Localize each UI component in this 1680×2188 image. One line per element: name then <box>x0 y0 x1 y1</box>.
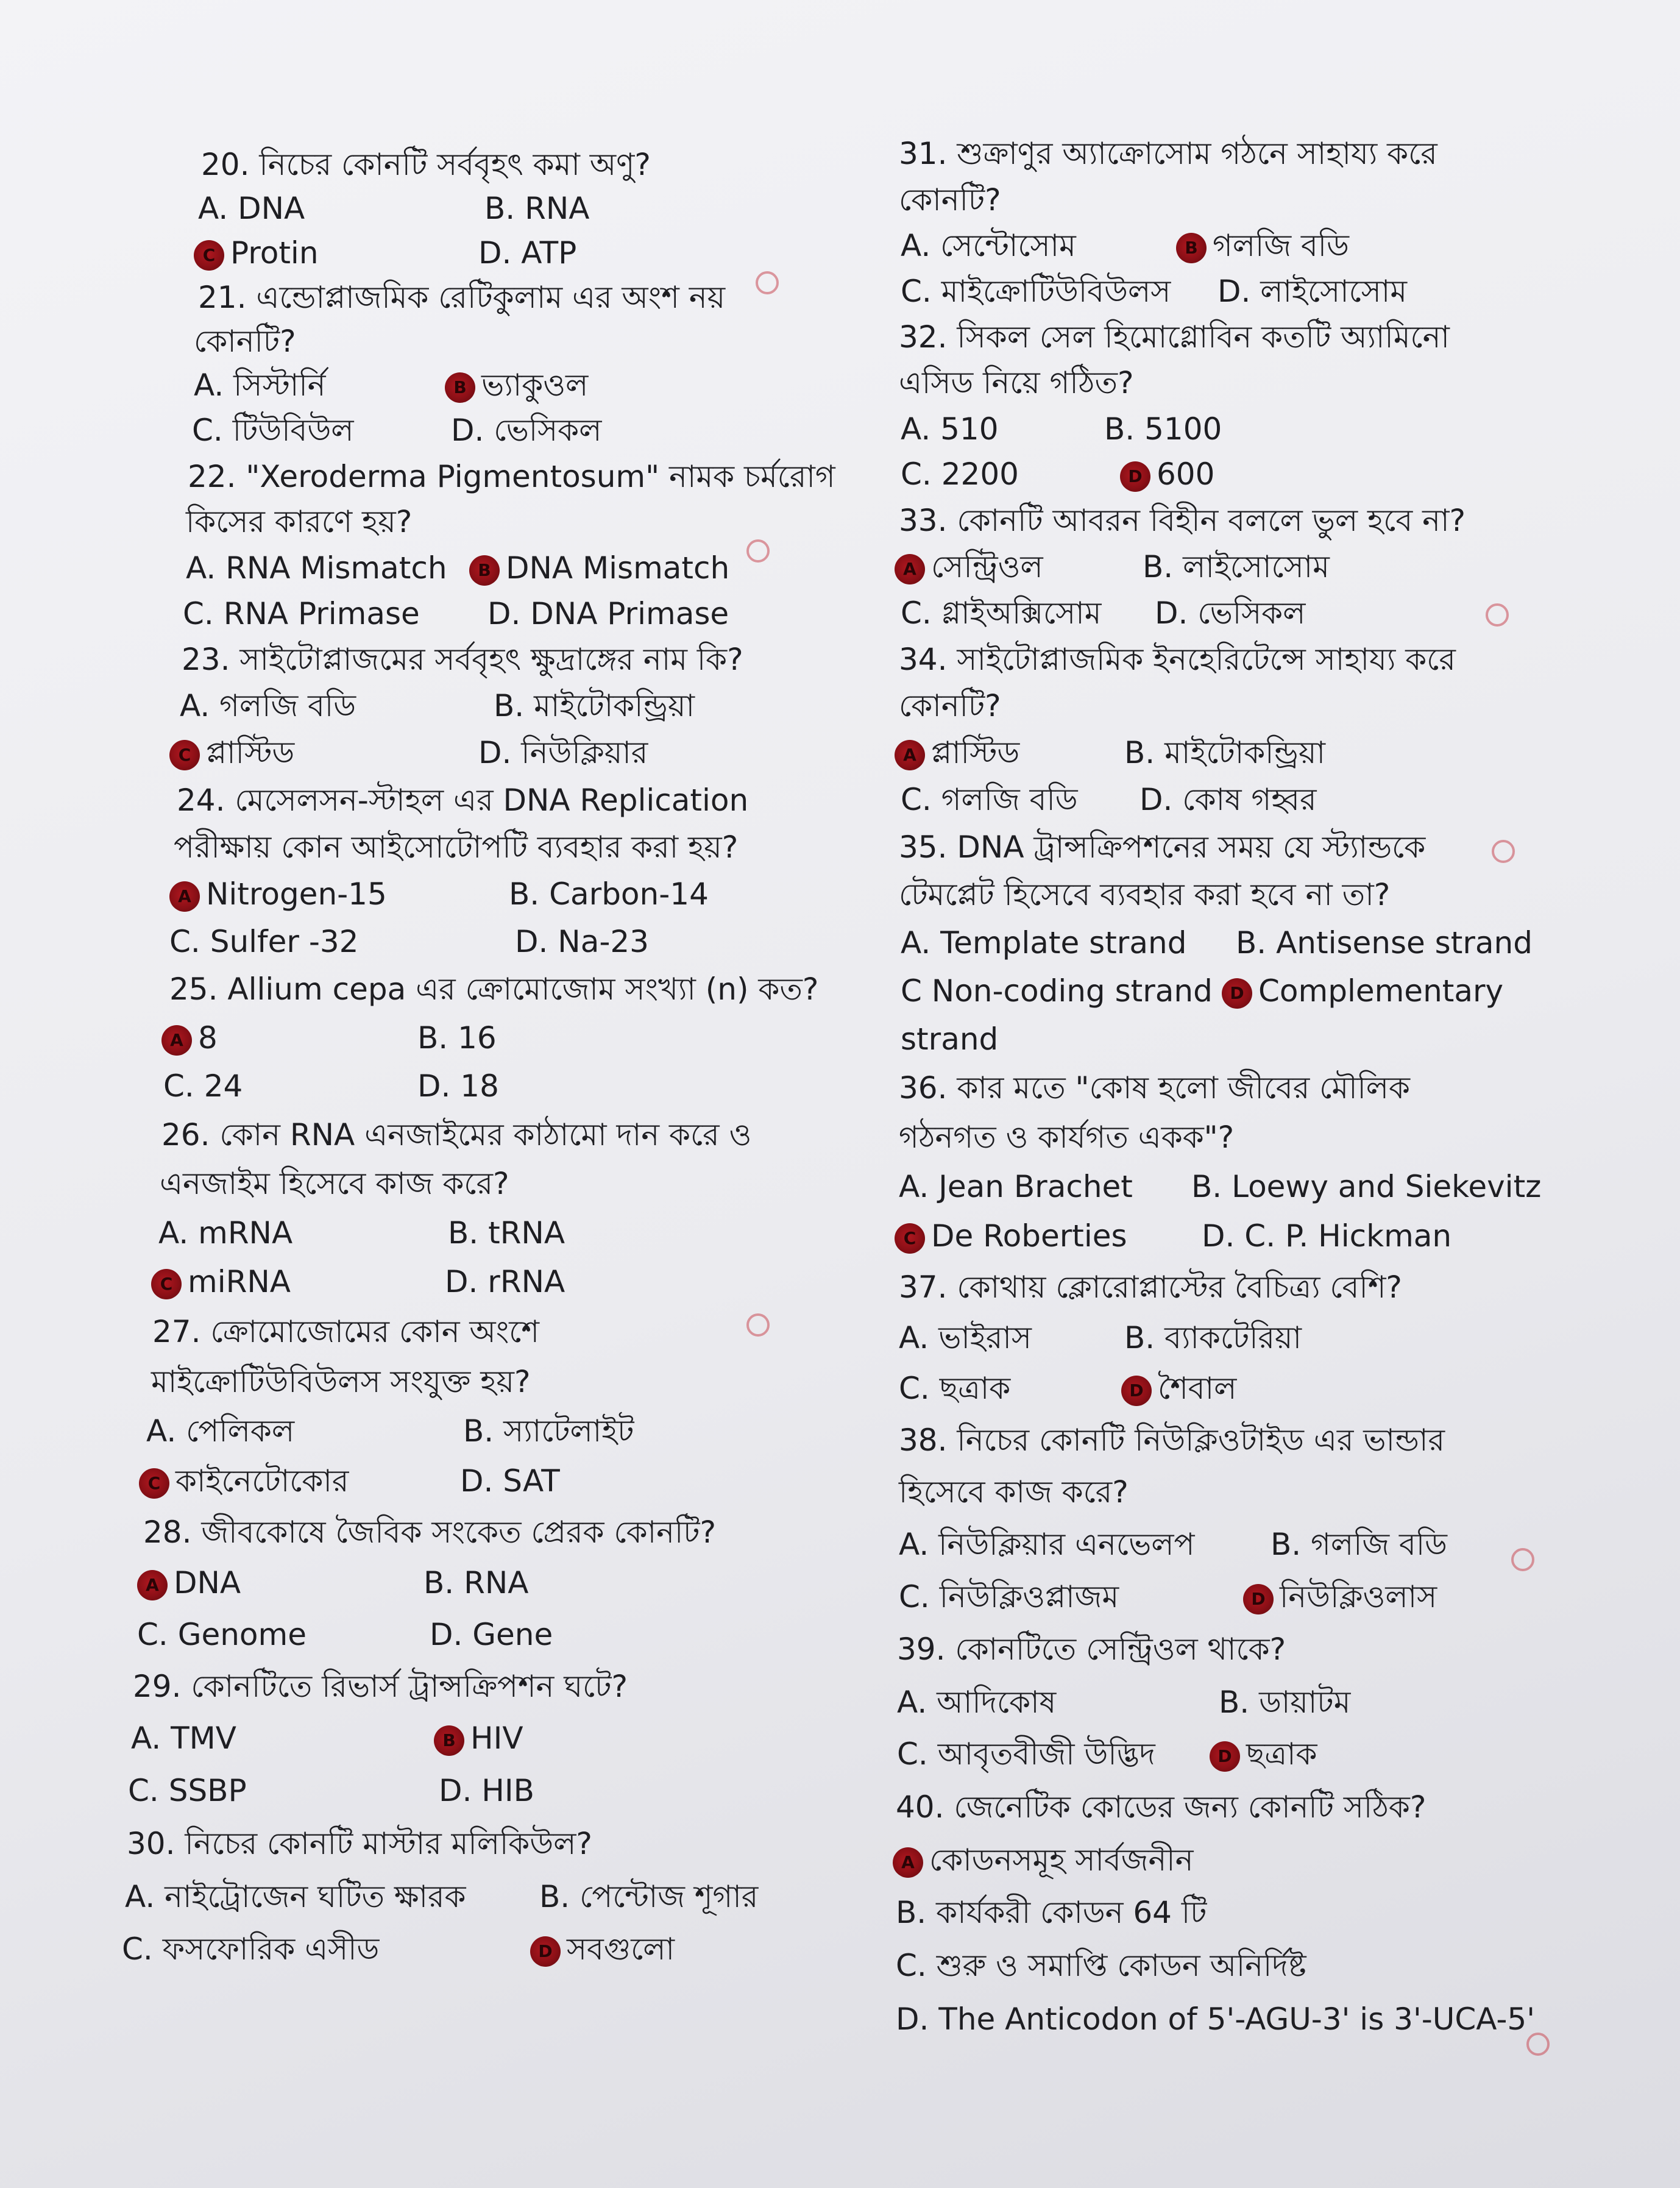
q32-option-a: A. 510 <box>901 411 999 447</box>
q40-option-b: B. কার্যকরী কোডন 64 টি <box>896 1895 1207 1930</box>
answer-mark-icon: D <box>1210 1741 1240 1772</box>
answer-mark-icon: A <box>893 1847 923 1878</box>
q34-option-d: D. কোষ গহ্বর <box>1139 782 1317 817</box>
pen-dot-icon <box>746 1313 770 1337</box>
answer-mark-icon: B <box>469 555 500 586</box>
q35-option-d-marked: D Complementary <box>1222 973 1503 1009</box>
q22-option-c: C. RNA Primase <box>183 596 420 631</box>
q29-option-c: C. SSBP <box>128 1773 247 1808</box>
answer-mark-icon: C <box>169 740 200 770</box>
q25-option-b: B. 16 <box>417 1020 497 1056</box>
q28-option-b: B. RNA <box>424 1565 529 1600</box>
q39-option-a: A. আদিকোষ <box>897 1685 1057 1720</box>
answer-mark-icon: B <box>1176 233 1207 263</box>
q31-option-a: A. সেন্টোসোম <box>901 228 1076 263</box>
question-32-text-line1: 32. সিকল সেল হিমোগ্লোবিন কতটি অ্যামিনো <box>899 319 1450 355</box>
q21-option-c: C. টিউবিউল <box>192 413 354 448</box>
question-21-text-line2: কোনটি? <box>194 324 296 359</box>
question-20-text: 20. নিচের কোনটি সর্ববৃহৎ কমা অণু? <box>201 147 651 182</box>
question-23-text: 23. সাইটোপ্লাজমের সর্ববৃহৎ ক্ষুদ্রাঙ্গের নাম কি? <box>182 642 743 677</box>
q27-option-a: A. পেলিকল <box>146 1413 295 1449</box>
question-34-text-line2: কোনটি? <box>899 688 1001 723</box>
q22-option-a: A. RNA Mismatch <box>186 550 447 586</box>
q31-option-c: C. মাইক্রোটিউবিউলস <box>901 274 1171 309</box>
pen-dot-icon <box>1511 1548 1534 1571</box>
question-26-text-line2: এনজাইম হিসেবে কাজ করে? <box>160 1166 509 1201</box>
q29-option-b-marked: B HIV <box>434 1720 523 1756</box>
question-27-text-line2: মাইক্রোটিউবিউলস সংযুক্ত হয়? <box>151 1364 531 1399</box>
q23-option-c-marked: C প্লাস্টিড <box>169 734 294 771</box>
q21-option-d: D. ভেসিকল <box>451 413 602 448</box>
q38-option-d-marked: D নিউক্লিওলাস <box>1243 1579 1437 1615</box>
question-31-text-line2: কোনটি? <box>899 182 1001 218</box>
q37-option-d-marked: D শৈবাল <box>1121 1370 1236 1407</box>
q23-option-d: D. নিউক্লিয়ার <box>478 735 648 770</box>
q22-option-d: D. DNA Primase <box>487 596 729 631</box>
question-37-text: 37. কোথায় ক্লোরোপ্লাস্টের বৈচিত্র্য বেশি? <box>899 1270 1402 1305</box>
q25-option-c: C. 24 <box>163 1068 243 1104</box>
q32-option-c: C. 2200 <box>901 456 1019 492</box>
q32-option-d-marked: D 600 <box>1120 456 1214 492</box>
q32-option-b: B. 5100 <box>1104 411 1222 447</box>
question-36-text-line1: 36. কার মতে "কোষ হলো জীবের মৌলিক <box>899 1070 1411 1106</box>
q24-option-b: B. Carbon-14 <box>509 876 709 912</box>
answer-mark-icon: A <box>895 740 925 770</box>
question-34-text-line1: 34. সাইটোপ্লাজমিক ইনহেরিটেন্সে সাহায্য করে <box>899 642 1456 677</box>
pen-dot-icon <box>756 271 779 294</box>
q24-option-a-marked: A Nitrogen-15 <box>169 876 387 912</box>
q33-option-d: D. ভেসিকল <box>1155 595 1306 631</box>
question-33-text: 33. কোনটি আবরন বিহীন বললে ভুল হবে না? <box>899 503 1466 538</box>
q37-option-a: A. ভাইরাস <box>899 1320 1032 1355</box>
question-24-text-line2: পরীক্ষায় কোন আইসোটোপটি ব্যবহার করা হয়? <box>174 829 739 865</box>
q34-option-a-marked: A প্লাস্টিড <box>895 734 1019 771</box>
q37-option-b: B. ব্যাকটেরিয়া <box>1124 1320 1302 1355</box>
q20-option-d: D. ATP <box>478 235 577 271</box>
answer-mark-icon: D <box>1243 1584 1274 1614</box>
q29-option-a: A. TMV <box>131 1721 236 1756</box>
q38-option-b: B. গলজি বডি <box>1271 1527 1447 1562</box>
q36-option-a: A. Jean Brachet <box>899 1169 1133 1204</box>
q40-option-a-marked: A কোডনসমূহ সার্বজনীন <box>893 1842 1193 1878</box>
q33-option-a-marked: A সেন্ট্রিওল <box>895 549 1043 585</box>
q35-option-d-continuation: strand <box>901 1021 999 1057</box>
q24-option-c: C. Sulfer -32 <box>169 924 359 959</box>
q27-option-d: D. SAT <box>460 1463 560 1499</box>
q33-option-c: C. গ্লাইঅক্সিসোম <box>901 595 1102 631</box>
q20-option-b: B. RNA <box>484 191 590 226</box>
q25-option-d: D. 18 <box>417 1068 499 1104</box>
q40-option-d: D. The Anticodon of 5'-AGU-3' is 3'-UCA-5' <box>896 2002 1535 2037</box>
question-32-text-line2: এসিড নিয়ে গঠিত? <box>899 365 1134 400</box>
q20-option-a: A. DNA <box>198 191 305 226</box>
question-24-text-line1: 24. মেসেলসন-স্টাহল এর DNA Replication <box>177 783 749 818</box>
q29-option-d: D. HIB <box>439 1773 534 1808</box>
q24-option-d: D. Na-23 <box>515 924 649 959</box>
question-35-text-line1: 35. DNA ট্রান্সক্রিপশনের সময় যে স্ট্যান্ডকে <box>899 829 1426 865</box>
answer-mark-icon: A <box>169 881 200 912</box>
q26-option-b: B. tRNA <box>448 1215 565 1251</box>
q33-option-b: B. লাইসোসোম <box>1143 549 1330 584</box>
question-39-text: 39. কোনটিতে সেন্ট্রিওল থাকে? <box>897 1632 1286 1667</box>
pen-dot-icon <box>1526 2033 1550 2056</box>
q23-option-a: A. গলজি বডি <box>180 688 356 723</box>
pen-dot-icon <box>746 539 770 563</box>
answer-mark-icon: D <box>1120 461 1150 492</box>
question-29-text: 29. কোনটিতে রিভার্স ট্রান্সক্রিপশন ঘটে? <box>133 1669 628 1704</box>
q27-option-c-marked: C কাইনেটোকোর <box>139 1463 349 1499</box>
answer-mark-icon: B <box>434 1725 464 1756</box>
q34-option-c: C. গলজি বডি <box>901 782 1078 817</box>
q30-option-b: B. পেন্টোজ শূগার <box>539 1879 759 1914</box>
q39-option-c: C. আবৃতবীজী উদ্ভিদ <box>897 1736 1155 1772</box>
question-21-text-line1: 21. এন্ডোপ্লাজমিক রেটিকুলাম এর অংশ নয় <box>198 280 726 315</box>
q21-option-b-marked: B ভ্যাকুওল <box>445 367 588 403</box>
q37-option-c: C. ছত্রাক <box>899 1371 1011 1406</box>
q35-option-b: B. Antisense strand <box>1236 925 1533 961</box>
question-38-text-line1: 38. নিচের কোনটি নিউক্লিওটাইড এর ভান্ডার <box>899 1423 1445 1458</box>
answer-mark-icon: C <box>194 240 224 271</box>
q21-option-a: A. সিস্টার্নি <box>194 368 326 403</box>
q28-option-a-marked: A DNA <box>137 1565 241 1601</box>
q26-option-a: A. mRNA <box>158 1215 293 1251</box>
question-22-text-line2: কিসের কারণে হয়? <box>186 504 413 539</box>
answer-mark-icon: B <box>445 372 475 403</box>
q22-option-b-marked: B DNA Mismatch <box>469 550 729 586</box>
q30-option-d-marked: D সবগুলো <box>530 1931 675 1967</box>
question-27-text-line1: 27. ক্রোমোজোমের কোন অংশে <box>152 1314 539 1349</box>
question-30-text: 30. নিচের কোনটি মাস্টার মলিকিউল? <box>127 1826 592 1861</box>
q35-option-a: A. Template strand <box>901 925 1187 961</box>
question-25-text: 25. Allium cepa এর ক্রোমোজোম সংখ্যা (n) কত? <box>169 971 819 1007</box>
answer-mark-icon: A <box>895 554 925 584</box>
question-38-text-line2: হিসেবে কাজ করে? <box>899 1474 1129 1510</box>
q36-option-d: D. C. P. Hickman <box>1202 1218 1452 1254</box>
question-40-text: 40. জেনেটিক কোডের জন্য কোনটি সঠিক? <box>896 1789 1427 1825</box>
q28-option-c: C. Genome <box>137 1617 307 1652</box>
q28-option-d: D. Gene <box>430 1617 553 1652</box>
q30-option-a: A. নাইট্রোজেন ঘটিত ক্ষারক <box>125 1879 466 1914</box>
q38-option-a: A. নিউক্লিয়ার এনভেলপ <box>899 1527 1195 1562</box>
answer-mark-icon: C <box>895 1223 925 1254</box>
q30-option-c: C. ফসফোরিক এসীড <box>122 1931 380 1967</box>
q25-option-a-marked: A 8 <box>161 1020 218 1056</box>
answer-mark-icon: A <box>137 1570 168 1600</box>
q26-option-c-marked: C miRNA <box>151 1263 291 1300</box>
q31-option-b-marked: B গলজি বডি <box>1176 227 1349 264</box>
q39-option-d-marked: D ছত্রাক <box>1210 1736 1317 1772</box>
q23-option-b: B. মাইটোকন্ড্রিয়া <box>494 688 695 723</box>
answer-mark-icon: D <box>1222 978 1252 1009</box>
question-31-text-line1: 31. শুক্রাণুর অ্যাক্রোসোম গঠনে সাহায্য করে <box>899 136 1437 171</box>
q26-option-d: D. rRNA <box>445 1264 565 1299</box>
q34-option-b: B. মাইটোকন্ড্রিয়া <box>1124 735 1325 770</box>
q31-option-d: D. লাইসোসোম <box>1217 274 1408 309</box>
answer-mark-icon: C <box>139 1468 169 1499</box>
q38-option-c: C. নিউক্লিওপ্লাজম <box>899 1579 1119 1614</box>
question-22-text-line1: 22. "Xeroderma Pigmentosum" নামক চর্মরোগ <box>188 459 835 494</box>
answer-mark-icon: D <box>530 1936 561 1967</box>
answer-mark-icon: A <box>161 1025 192 1056</box>
q35-option-c: C Non-coding strand <box>901 973 1213 1009</box>
q36-option-c-marked: C De Roberties <box>895 1218 1127 1254</box>
q40-option-c: C. শুরু ও সমাপ্তি কোডন অনির্দিষ্ট <box>896 1948 1306 1983</box>
pen-dot-icon <box>1492 840 1515 863</box>
question-28-text: 28. জীবকোষে জৈবিক সংকেত প্রেরক কোনটি? <box>143 1515 717 1550</box>
q20-option-c-marked: C Protin <box>194 235 319 271</box>
q36-option-b: B. Loewy and Siekevitz <box>1191 1169 1542 1204</box>
answer-mark-icon: D <box>1121 1376 1152 1406</box>
question-26-text-line1: 26. কোন RNA এনজাইমের কাঠামো দান করে ও <box>161 1117 752 1153</box>
question-35-text-line2: টেমপ্লেট হিসেবে ব্যবহার করা হবে না তা? <box>899 877 1391 912</box>
q27-option-b: B. স্যাটেলাইট <box>463 1413 634 1449</box>
q39-option-b: B. ডায়াটম <box>1219 1685 1351 1720</box>
answer-mark-icon: C <box>151 1269 182 1299</box>
pen-dot-icon <box>1486 603 1509 627</box>
question-36-text-line2: গঠনগত ও কার্যগত একক"? <box>899 1120 1235 1155</box>
